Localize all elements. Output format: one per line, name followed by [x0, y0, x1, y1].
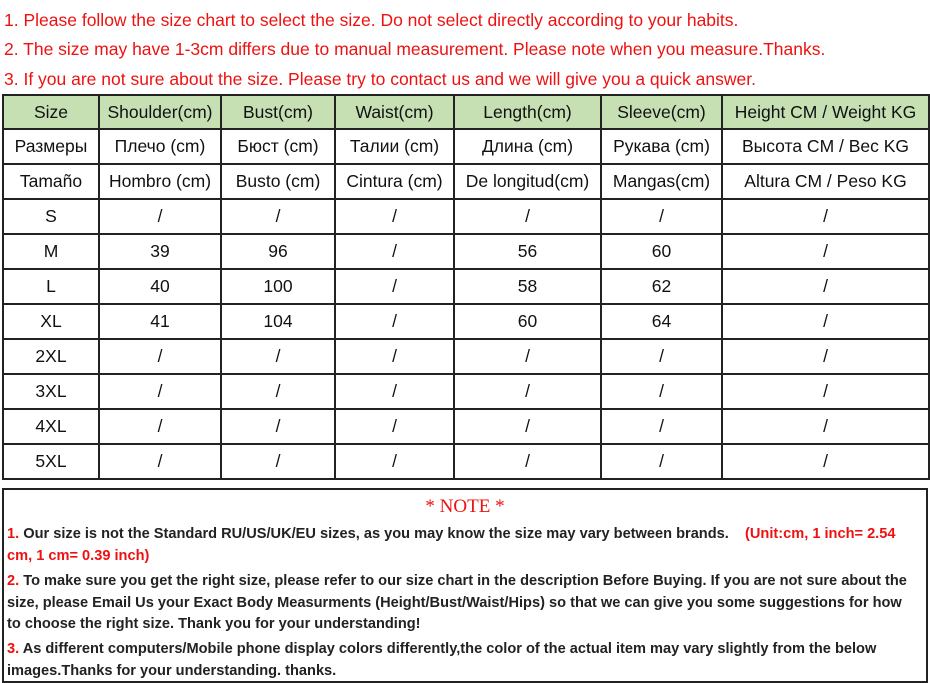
- russian-header-cell: Рукава (cm): [601, 129, 722, 164]
- measurement-cell: /: [722, 199, 929, 234]
- size-label-cell: 4XL: [3, 409, 99, 444]
- note-number: 2.: [7, 573, 20, 589]
- header-cell: Height CM / Weight KG: [722, 95, 929, 129]
- spanish-header-cell: Altura CM / Peso KG: [722, 164, 929, 199]
- header-cell: Size: [3, 95, 99, 129]
- size-label-cell: L: [3, 269, 99, 304]
- note-title: * NOTE *: [425, 496, 505, 517]
- measurement-cell: /: [722, 374, 929, 409]
- measurement-cell: /: [221, 374, 335, 409]
- measurement-cell: 41: [99, 304, 221, 339]
- measurement-cell: /: [335, 444, 454, 479]
- measurement-cell: 60: [601, 234, 722, 269]
- size-label-cell: 3XL: [3, 374, 99, 409]
- size-row: [3, 339, 929, 374]
- top-note-3: 3. If you are not sure about the size. Please try to contact us and we will give you a quick answer.: [4, 69, 756, 89]
- russian-header-cell: Талии (cm): [335, 129, 454, 164]
- measurement-cell: /: [454, 374, 601, 409]
- measurement-cell: /: [722, 444, 929, 479]
- measurement-cell: /: [335, 269, 454, 304]
- measurement-cell: 56: [454, 234, 601, 269]
- russian-header-cell: Плечо (cm): [99, 129, 221, 164]
- size-label-cell: S: [3, 199, 99, 234]
- spanish-header-row: [3, 164, 929, 199]
- header-cell: Length(cm): [454, 95, 601, 129]
- header-cell: Waist(cm): [335, 95, 454, 129]
- measurement-cell: /: [454, 339, 601, 374]
- russian-header-cell: Высота CM / Вес KG: [722, 129, 929, 164]
- note-text: Our size is not the Standard RU/US/UK/EU sizes, as you may know the size may vary between brands.: [23, 526, 729, 542]
- measurement-cell: /: [99, 444, 221, 479]
- measurement-cell: /: [99, 339, 221, 374]
- note-number: 1.: [7, 526, 20, 542]
- measurement-cell: /: [221, 444, 335, 479]
- header-cell: Sleeve(cm): [601, 95, 722, 129]
- top-note-2: 2. The size may have 1-3cm differs due to manual measurement. Please note when you measure.Thanks.: [4, 39, 826, 59]
- measurement-cell: /: [335, 339, 454, 374]
- top-notes: [4, 6, 926, 94]
- measurement-cell: /: [335, 199, 454, 234]
- measurement-cell: /: [454, 199, 601, 234]
- note-item-2: [7, 571, 917, 636]
- top-note-1: 1. Please follow the size chart to select the size. Do not select directly according to your habits.: [4, 10, 739, 30]
- measurement-cell: /: [335, 304, 454, 339]
- unit-conversion-note: (Unit:cm, 1 inch= 2.54 cm, 1 cm= 0.39 inch): [7, 526, 896, 564]
- note-text: As different computers/Mobile phone display colors differently,the color of the actual item may vary slightly from the below images.Thanks for your understanding. thanks.: [7, 641, 877, 679]
- spanish-header-cell: Cintura (cm): [335, 164, 454, 199]
- header-cell: Bust(cm): [221, 95, 335, 129]
- measurement-cell: 64: [601, 304, 722, 339]
- russian-header-cell: Размеры: [3, 129, 99, 164]
- measurement-cell: /: [99, 374, 221, 409]
- measurement-cell: /: [221, 339, 335, 374]
- size-row: [3, 304, 929, 339]
- spanish-header-cell: Busto (cm): [221, 164, 335, 199]
- measurement-cell: 100: [221, 269, 335, 304]
- size-label-cell: M: [3, 234, 99, 269]
- size-row: [3, 374, 929, 409]
- russian-header-row: [3, 129, 929, 164]
- size-row: [3, 199, 929, 234]
- measurement-cell: /: [601, 444, 722, 479]
- note-text: To make sure you get the right size, please refer to our size chart in the description Before Buying. If you are not sure about the size, please Email Us your Exact Body Measurments (Height/Bust/Waist/Hips) so that we can give you some suggestions for how to choose the right size. Thank you for your understanding!: [7, 573, 907, 632]
- size-rows: [3, 199, 929, 479]
- spanish-header-cell: Hombro (cm): [99, 164, 221, 199]
- russian-header-cell: Бюст (cm): [221, 129, 335, 164]
- size-row: [3, 269, 929, 304]
- measurement-cell: 104: [221, 304, 335, 339]
- spanish-header-cell: De longitud(cm): [454, 164, 601, 199]
- measurement-cell: /: [722, 269, 929, 304]
- measurement-cell: /: [454, 444, 601, 479]
- size-row: [3, 234, 929, 269]
- size-label-cell: 5XL: [3, 444, 99, 479]
- header-row: [3, 95, 929, 129]
- measurement-cell: /: [454, 409, 601, 444]
- measurement-cell: /: [221, 199, 335, 234]
- measurement-cell: 60: [454, 304, 601, 339]
- measurement-cell: /: [601, 374, 722, 409]
- measurement-cell: /: [221, 409, 335, 444]
- size-label-cell: XL: [3, 304, 99, 339]
- header-cell: Shoulder(cm): [99, 95, 221, 129]
- size-row: [3, 409, 929, 444]
- measurement-cell: /: [601, 339, 722, 374]
- russian-header-cell: Длина (cm): [454, 129, 601, 164]
- measurement-cell: 39: [99, 234, 221, 269]
- size-chart-table: [2, 94, 930, 480]
- size-label-cell: 2XL: [3, 339, 99, 374]
- measurement-cell: 62: [601, 269, 722, 304]
- measurement-cell: /: [99, 409, 221, 444]
- measurement-cell: 40: [99, 269, 221, 304]
- measurement-cell: /: [99, 199, 221, 234]
- measurement-cell: 58: [454, 269, 601, 304]
- measurement-cell: /: [335, 234, 454, 269]
- note-item-3: [7, 639, 917, 682]
- note-item-1: [7, 524, 917, 567]
- size-row: [3, 444, 929, 479]
- spanish-header-cell: Mangas(cm): [601, 164, 722, 199]
- spanish-header-cell: Tamaño: [3, 164, 99, 199]
- measurement-cell: /: [601, 409, 722, 444]
- measurement-cell: 96: [221, 234, 335, 269]
- measurement-cell: /: [335, 374, 454, 409]
- note-number: 3.: [7, 641, 20, 657]
- measurement-cell: /: [722, 339, 929, 374]
- measurement-cell: /: [722, 409, 929, 444]
- measurement-cell: /: [722, 234, 929, 269]
- note-box: [2, 488, 928, 683]
- measurement-cell: /: [601, 199, 722, 234]
- measurement-cell: /: [722, 304, 929, 339]
- measurement-cell: /: [335, 409, 454, 444]
